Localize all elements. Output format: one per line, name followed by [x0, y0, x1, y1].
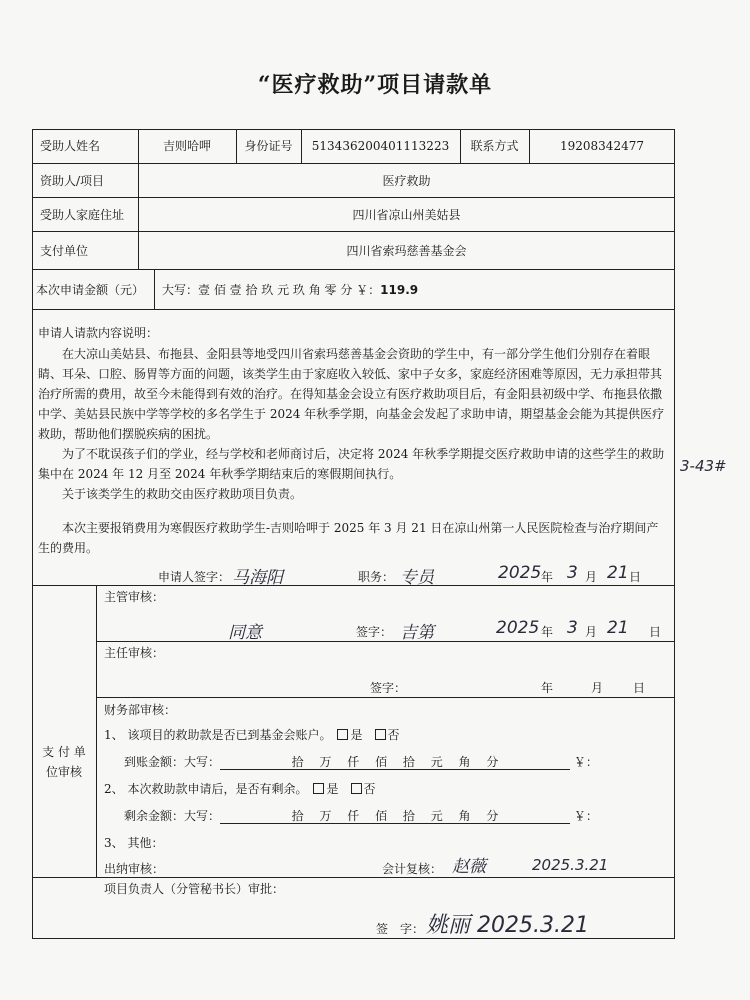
supervisor-date-day: 21: [607, 618, 629, 638]
contact-label: 联系方式: [470, 139, 519, 153]
position-label: 职务：: [358, 570, 395, 584]
supervisor-label: 主管审核：: [104, 590, 165, 604]
finance-q1: 1、 该项目的救助款是否已到基金会账户。 是 否: [104, 728, 400, 742]
description-heading: 申请人请款内容说明：: [38, 326, 159, 340]
day-label: 日: [629, 570, 642, 584]
funder-label: 资助人/项目: [40, 174, 105, 188]
payer-label: 支付单位: [40, 244, 89, 258]
q2-no-checkbox[interactable]: [351, 783, 362, 794]
applicant-date-year: 2025: [498, 563, 542, 583]
address-value: 四川省凉山州美姑县: [352, 208, 461, 222]
director-day-label: 日: [633, 681, 646, 695]
cashier-label: 出纳审核：: [104, 862, 165, 876]
id-number: 513436200401113223: [311, 139, 450, 153]
applicant-date-month: 3: [567, 563, 578, 583]
year-label: 年: [541, 570, 554, 584]
funder-value: 医疗救助: [382, 174, 431, 188]
supervisor-day-label: 日: [649, 625, 662, 639]
director-year-label: 年: [541, 681, 554, 695]
supervisor-month-label: 月: [585, 625, 598, 639]
description-p1: 在大凉山美姑县、布拖县、金阳县等地受四川省索玛慈善基金会资助的学生中，有一部分学生他们分别存在着眼睛、耳朵、口腔、肠胃等方面的问题，该类学生由于家庭收入较低、家中子女多，家庭经济困难等原因，无力承担带其治疗所需的费用，故至今未能得到有效的治疗。在得知基金会设立有医疗救助项目后，有金阳县初级中学、布拖县依撒中学、美姑县民族中学等学校的多名学生于 2024 年秋季学期，向基金会发起了求助申请，期望基金会能为其提供医疗救助，帮助他们摆脱疾病的困扰。: [38, 347, 665, 441]
contact-value: 19208342477: [560, 139, 644, 153]
accountant-signature: 赵薇: [452, 857, 486, 877]
form-title: “医疗救助”项目请款单: [257, 72, 493, 98]
applicant-sign-label: 申请人签字：: [158, 570, 231, 584]
finance-label: 财务部审核：: [104, 703, 177, 717]
accountant-date: 2025.3.21: [532, 856, 609, 874]
supervisor-date-month: 3: [567, 618, 578, 638]
recipient-name-label: 受助人姓名: [40, 139, 101, 153]
supervisor-opinion: 同意: [228, 623, 262, 643]
margin-note: 3-43#: [680, 457, 727, 475]
review-side-label: 支 付 单 位审核: [42, 745, 86, 779]
month-label: 月: [585, 570, 598, 584]
q1-yes-checkbox[interactable]: [337, 729, 348, 740]
id-label: 身份证号: [244, 139, 293, 153]
finance-q3: 3、 其他：: [104, 836, 164, 850]
supervisor-signature: 吉第: [400, 623, 434, 643]
q2-yes-checkbox[interactable]: [313, 783, 324, 794]
description-p3: 关于该类学生的救助交由医疗救助项目负责。: [62, 487, 303, 501]
accountant-label: 会计复核：: [382, 862, 443, 876]
amount-value: 119.9: [380, 283, 419, 297]
remaining-amount-row: 剩余金额：大写： 拾 万 仟 佰 拾 元 角 分 ￥：: [124, 809, 598, 823]
finance-q2: 2、 本次救助款申请后，是否有剩余。 是 否: [104, 782, 376, 796]
head-sign-label: 签 字：: [376, 922, 425, 936]
director-month-label: 月: [591, 681, 604, 695]
applicant-signature: 马海阳: [232, 568, 283, 588]
position-value: 专员: [400, 568, 434, 588]
recipient-name: 吉则哈呷: [162, 139, 211, 153]
director-label: 主任审核：: [104, 646, 165, 660]
supervisor-date-year: 2025: [496, 618, 540, 638]
supervisor-sign-label: 签字：: [356, 625, 393, 639]
amount-text: 大写：壹 佰 壹 拾 玖 元 玖 角 零 分 ￥：119.9: [162, 283, 419, 297]
director-sign-label: 签字：: [370, 681, 407, 695]
head-signature: 姚丽 2025.3.21: [426, 913, 589, 938]
amount-label: 本次申请金额（元）: [36, 283, 145, 297]
applicant-date-day: 21: [607, 563, 629, 583]
description-p4: 本次主要报销费用为寒假医疗救助学生-吉则哈呷于 2025 年 3 月 21 日在凉山州第一人民医院检查与治疗期间产生的费用。: [38, 521, 659, 555]
description-p2: 为了不耽误孩子们的学业，经与学校和老师商讨后，决定将 2024 年秋季学期提交医疗救助申请的这些学生的救助集中在 2024 年 12 月至 2024 年秋季学期结束后的寒假期间执行。: [38, 447, 665, 481]
remaining-amount-line[interactable]: 拾 万 仟 佰 拾 元 角 分: [220, 809, 570, 824]
received-amount-row: 到账金额：大写： 拾 万 仟 佰 拾 元 角 分 ￥：: [124, 755, 598, 769]
address-label: 受助人家庭住址: [40, 208, 125, 222]
received-amount-line[interactable]: 拾 万 仟 佰 拾 元 角 分: [220, 755, 570, 770]
supervisor-year-label: 年: [541, 625, 554, 639]
payer-value: 四川省索玛慈善基金会: [346, 244, 467, 258]
head-label: 项目负责人（分管秘书长）审批：: [104, 882, 285, 896]
q1-no-checkbox[interactable]: [375, 729, 386, 740]
